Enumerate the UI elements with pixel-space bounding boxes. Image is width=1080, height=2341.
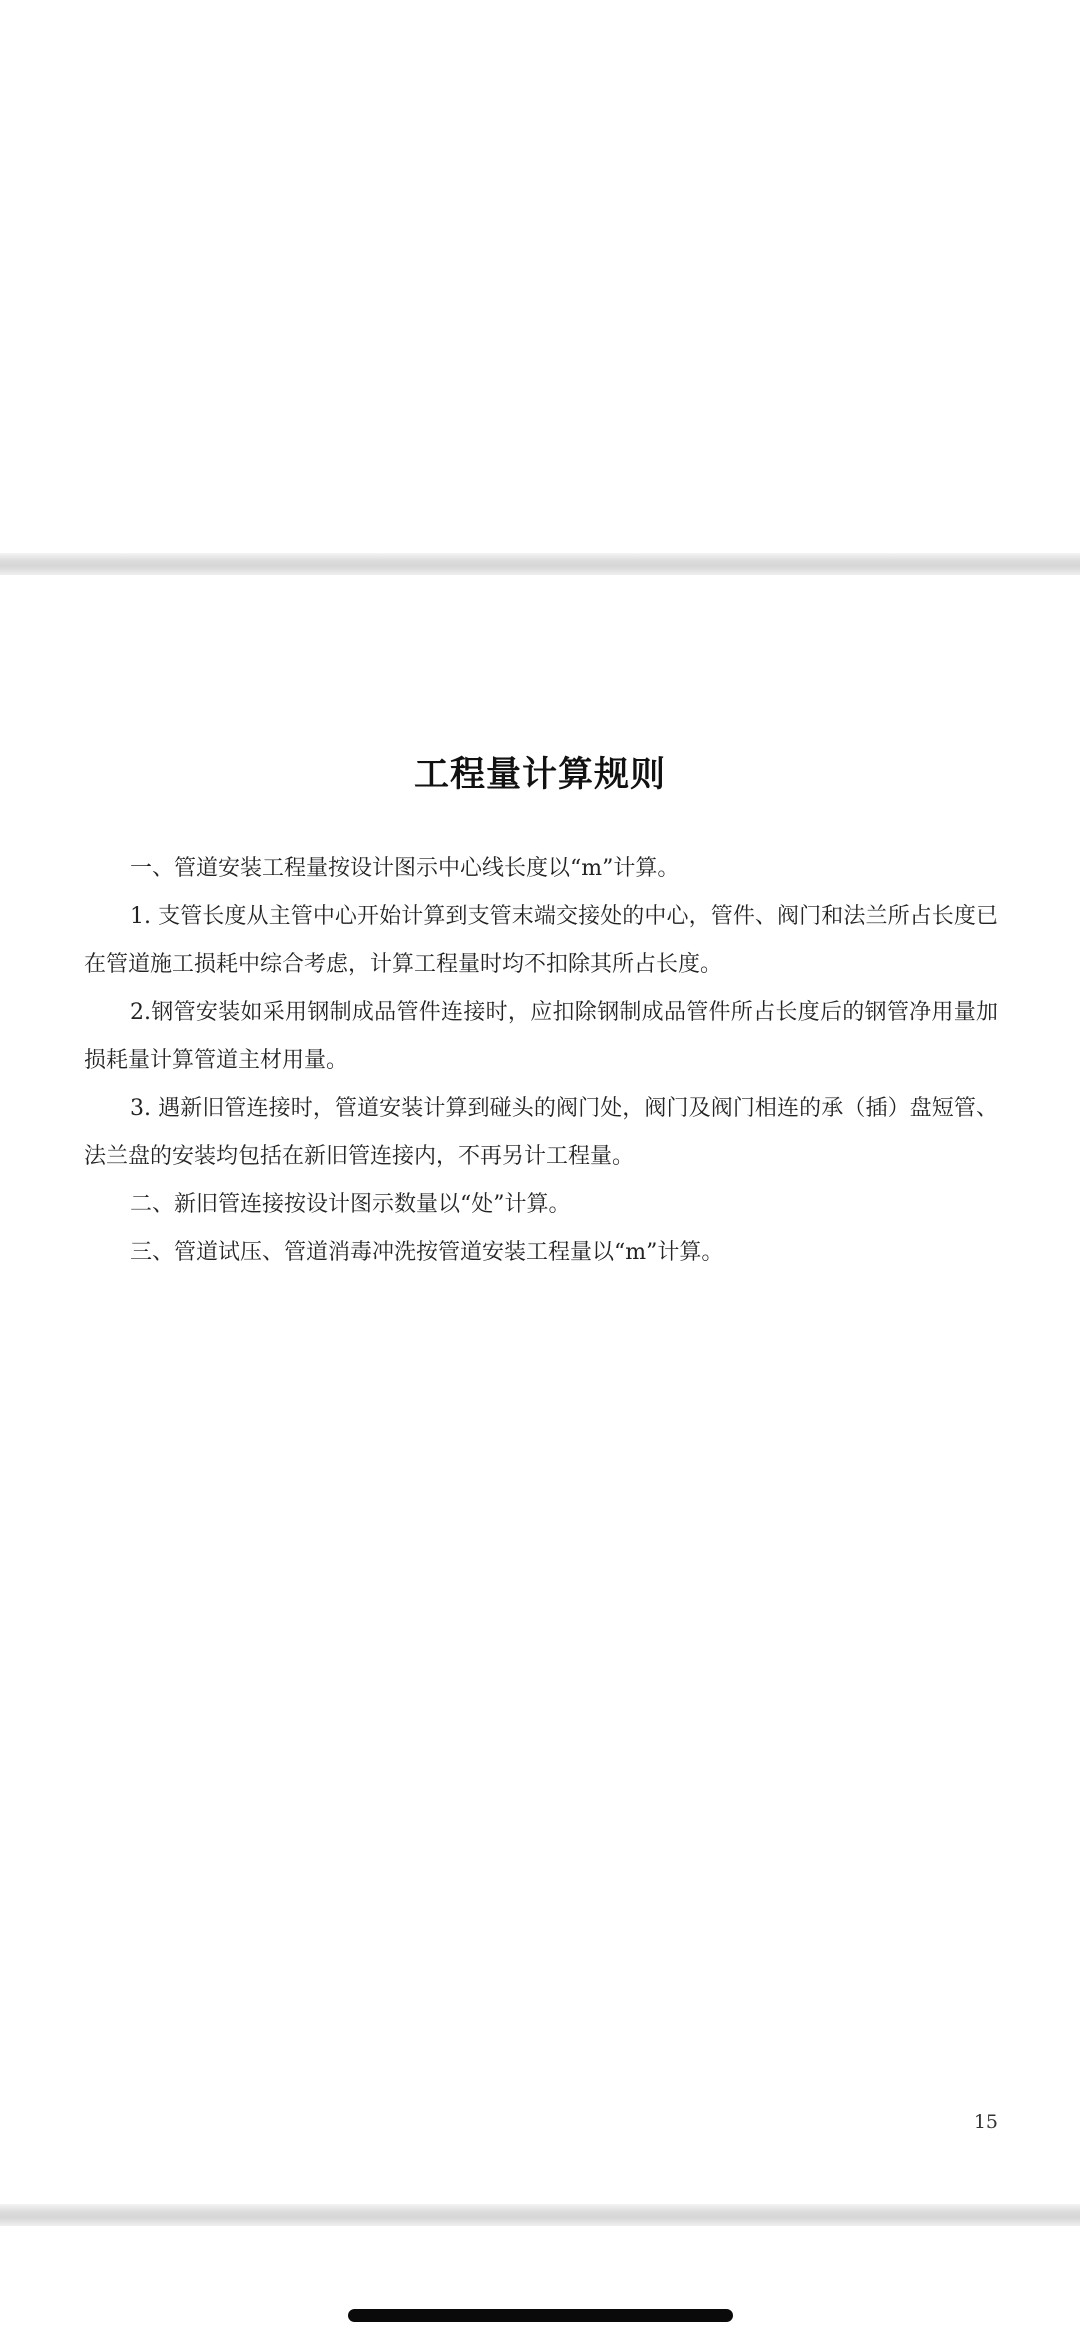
paragraph-4: 3. 遇新旧管连接时，管道安装计算到碰头的阀门处，阀门及阀门相连的承（插）盘短管、法兰盘的安装均包括在新旧管连接内，不再另计工程量。 [84, 1096, 998, 1169]
paragraph-2: 1. 支管长度从主管中心开始计算到支管末端交接处的中心，管件、阀门和法兰所占长度已在管道施工损耗中综合考虑，计算工程量时均不扣除其所占长度。 [84, 904, 998, 977]
paragraph-1: 一、管道安装工程量按设计图示中心线长度以“m”计算。 [130, 856, 680, 881]
page-body [84, 845, 998, 1277]
page-separator [0, 2204, 1080, 2226]
page-title: 工程量计算规则 [413, 755, 666, 795]
home-indicator[interactable] [348, 2309, 733, 2322]
bottom-bar [0, 2226, 1080, 2341]
page-number: 15 [973, 2111, 998, 2133]
paragraph-6: 三、管道试压、管道消毒冲洗按管道安装工程量以“m”计算。 [130, 1240, 724, 1265]
paragraph-3: 2.钢管安装如采用钢制成品管件连接时，应扣除钢制成品管件所占长度后的钢管净用量加损耗量计算管道主材用量。 [84, 1000, 998, 1073]
page-separator [0, 553, 1080, 575]
paragraph-5: 二、新旧管连接按设计图示数量以“处”计算。 [130, 1192, 571, 1217]
document-page [0, 575, 1080, 2204]
previous-page [0, 0, 1080, 553]
